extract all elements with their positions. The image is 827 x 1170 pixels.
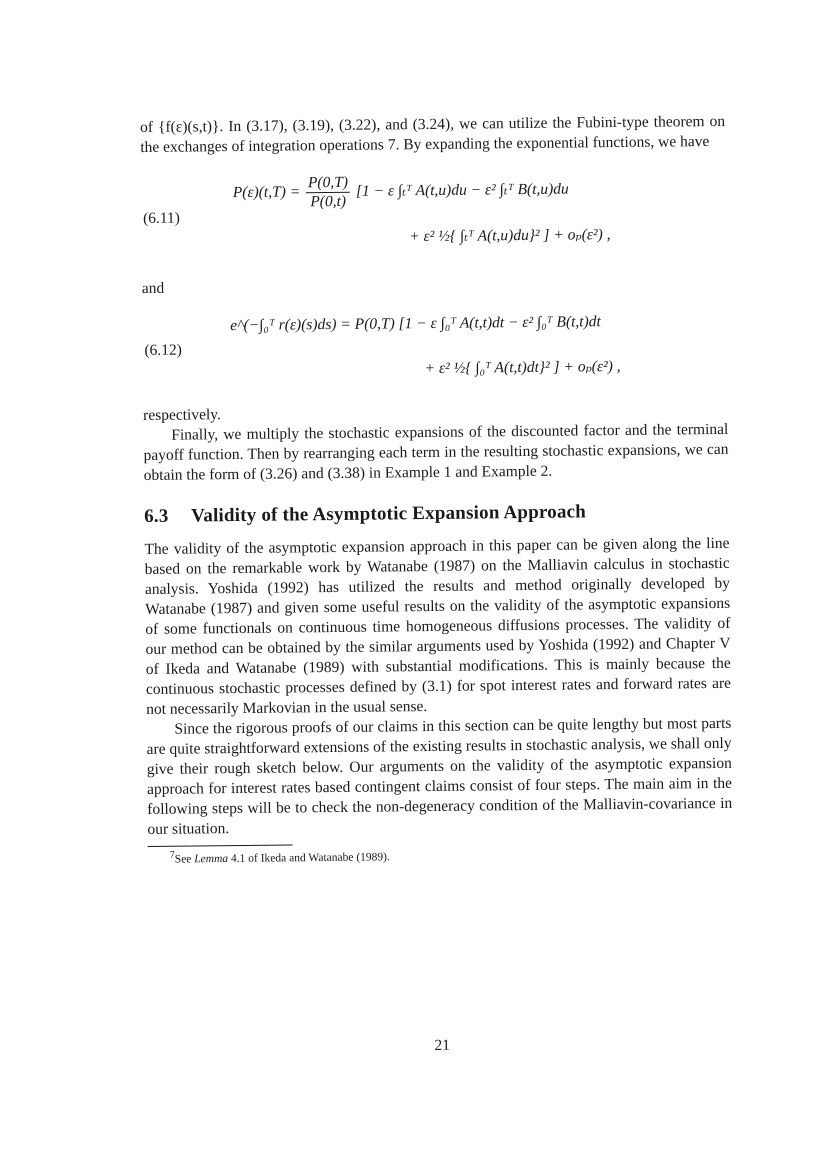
- section-number: 6.3: [144, 505, 169, 527]
- section-heading: [144, 500, 729, 528]
- validity-paragraph: The validity of the asymptotic expansion approach in this paper can be given along the line based on the remarkable work by Watanabe (1987) on the Malliavin calculus in stochastic analysis. Yoshida (1992) has utilized the results and method originally developed by Watanabe (1987) and given some useful results on the validity of the asymptotic expansions of some functionals on continuous time homogeneous diffusions processes. The validity of our method can be obtained by the similar arguments used by Yoshida (1992) and Chapter V of Ikeda and Watanabe (1989) with substantial modifications. This is mainly because the continuous stochastic processes defined by (3.1) for spot interest rates and forward rates are not necessarily Markovian in the usual sense.: [144, 534, 732, 718]
- footnote-marker: 7: [169, 849, 175, 861]
- footnote: [170, 844, 733, 866]
- footnote-emphasis: Lemma: [194, 852, 229, 866]
- respectively-text: respectively.: [143, 406, 221, 424]
- eq611-fraction: [306, 174, 350, 211]
- equation-6-12-line2: + ε² ½{ ∫₀ᵀ A(t,t)dt}² ] + oₚ(ε²) ,: [424, 357, 621, 378]
- eq611-frac-numerator: P(0,T): [306, 174, 350, 193]
- footnote-text: 4.1 of Ikeda and Watanabe (1989).: [228, 851, 390, 865]
- page-number: 21: [434, 1036, 451, 1054]
- finally-paragraph: Finally, we multiply the stochastic expansions of the discounted factor and the terminal payoff function. Then by rearranging each term in the resulting stochastic expansions, we can obtain the form of (3.26) and (3.38) in Example 1 and Example 2.: [143, 420, 729, 484]
- footnote-prefix: See: [174, 853, 195, 866]
- eq611-rest: [1 − ε ∫ₜᵀ A(t,u)du − ε² ∫ₜᵀ B(t,u)du: [355, 180, 569, 200]
- equation-6-11-line2: + ε² ½{ ∫ₜᵀ A(t,u)du}² ] + oₚ(ε²) ,: [409, 226, 611, 246]
- eq611-frac-denominator: P(0,t): [310, 192, 347, 211]
- rigorous-paragraph: Since the rigorous proofs of our claims in this section can be quite lengthy but most parts are quite straightforward extensions of the existing results in stochastic analysis, we shall only give their rough sketch below. Our arguments on the validity of the asymptotic expansion approach for interest rates based contingent claims consist of four steps. The main aim in the following steps will be to check the non-degeneracy condition of the Malliavin-covariance in our situation.: [146, 714, 733, 838]
- and-word: and: [141, 279, 165, 297]
- intro-paragraph: of {f(ε)(s,t)}. In (3.17), (3.19), (3.22), and (3.24), we can utilize the Fubini-type theorem on the exchanges of integration operations 7. By expanding the exponential functions, we have: [140, 112, 726, 156]
- equation-number-6-11: (6.11): [142, 209, 181, 227]
- equation-6-12-line1: e^(−∫₀ᵀ r(ε)(s)ds) = P(0,T) [1 − ε ∫₀ᵀ A(t,t)dt − ε² ∫₀ᵀ B(t,t)dt: [230, 313, 601, 335]
- eq611-lhs: P(ε)(t,T) =: [232, 183, 305, 202]
- section-title: Validity of the Asymptotic Expansion Approach: [191, 501, 587, 527]
- page-content: [140, 112, 733, 1054]
- equation-6-12: [142, 298, 728, 396]
- footnote-rule: [148, 844, 293, 847]
- equation-6-11-line1: [233, 172, 569, 213]
- equation-number-6-12: (6.12): [144, 341, 182, 359]
- equation-6-11: [141, 166, 727, 264]
